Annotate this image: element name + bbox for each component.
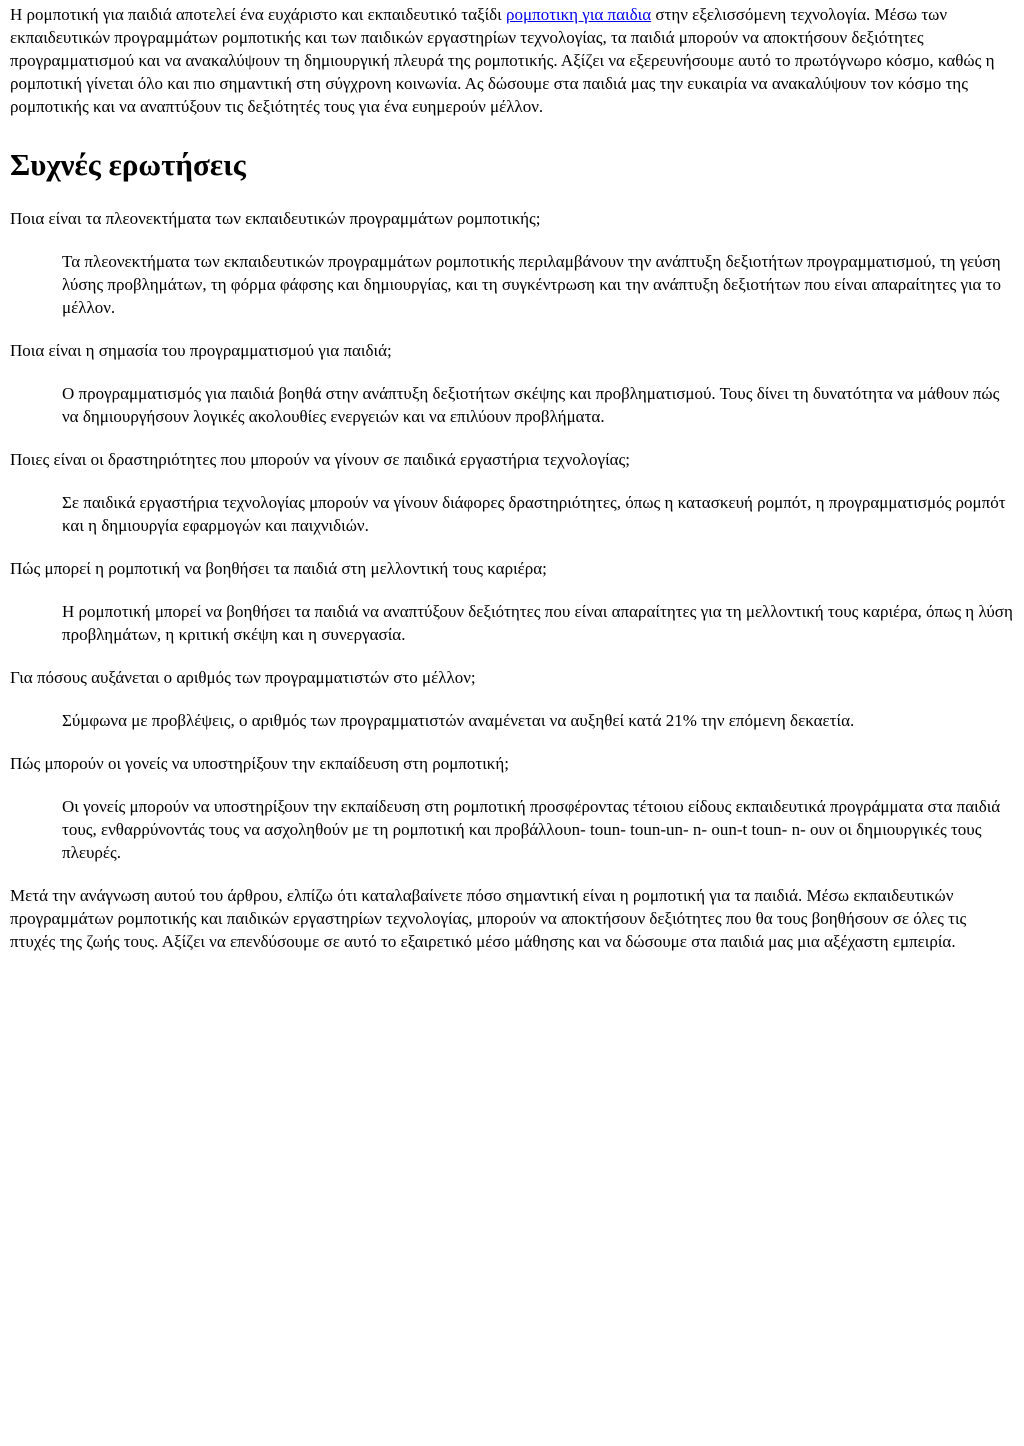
faq-answer-6: Οι γονείς μπορούν να υποστηρίξουν την εκπαίδευση στη ρομποτική προσφέροντας τέτοιου είδους εκπαιδευτικά προγράμματα στα παιδιά τους, ενθαρρύνοντάς τους να ασχοληθούν με τη ρομποτική και προβάλλουn- toun- toun-un- n- oun-t toun- n- ουν οι δημιουργικές τους πλευρές. <box>62 797 1001 862</box>
faq-question-6: Πώς μπορούν οι γονείς να υποστηρίξουν την εκπαίδευση στη ρομποτική; <box>10 754 509 773</box>
conclusion-paragraph: Μετά την ανάγνωση αυτού του άρθρου, ελπίζω ότι καταλαβαίνετε πόσο σημαντική είναι η ρομποτική για τα παιδιά. Μέσω εκπαιδευτικών προγραμμάτων ρομποτικής και παιδικών εργαστηρίων τεχνολογίας, μπορούν να αποκτήσουν δεξιότητες που θα τους βοηθήσουν σε όλες τις πτυχές της ζωής τους. Αξίζει να επενδύσουμε σε αυτό το εξαιρετικό μέσο μάθησης και να δώσουμε στα παιδιά μας μια αξέχαστη εμπειρία. <box>10 886 967 951</box>
intro-text-after-link: στην εξελισσόμενη τεχνολογία. Μέσω των εκπαιδευτικών προγραμμάτων ρομποτικής και των παιδικών εργαστηρίων τεχνολογίας, τα παιδιά μπορούν να αποκτήσουν δεξιότητες προγραμματισμού και να ανακαλύψουν τη δημιουργική πλευρά της ρομποτικής. Αξίζει να εξερευνήσουμε αυτό το πρωτόγνωρο κόσμο, καθώς η ρομποτική γίνεται όλο και πιο σημαντική στη σύγχρονη κοινωνία. Ας δώσουμε στα παιδιά μας την ευκαιρία να ανακαλύψουν τον κόσμο της ρομποτικής και να αναπτύξουν τις δεξιότητές τους για ένα ευημερούν μέλλον. <box>10 5 995 116</box>
intro-text-before-link: Η ρομποτική για παιδιά αποτελεί ένα ευχάριστο και εκπαιδευτικό ταξίδι <box>10 5 507 24</box>
faq-question-5: Για πόσους αυξάνεται ο αριθμός των προγραμματιστών στο μέλλον; <box>10 668 476 687</box>
faq-list <box>10 207 1014 864</box>
faq-answer-3: Σε παιδικά εργαστήρια τεχνολογίας μπορούν να γίνουν διάφορες δραστηριότητες, όπως η κατασκευή ρομπότ, η προγραμματισμός ρομπότ και η δημιουργία εφαρμογών και παιχνιδιών. <box>62 493 1006 535</box>
faq-question-3: Ποιες είναι οι δραστηριότητες που μπορούν να γίνουν σε παιδικά εργαστήρια τεχνολογίας; <box>10 450 631 469</box>
faq-question-2: Ποια είναι η σημασία του προγραμματισμού για παιδιά; <box>10 341 392 360</box>
robotics-for-kids-link[interactable]: ρομποτικη για παιδια <box>506 5 652 24</box>
intro-paragraph <box>10 3 1014 118</box>
faq-answer-2: Ο προγραμματισμός για παιδιά βοηθά στην ανάπτυξη δεξιοτήτων σκέψης και προβληματισμού. Τους δίνει τη δυνατότητα να μάθουν πώς να δημιουργήσουν λογικές ακολουθίες ενεργειών και να επιλύουν προβλήματα. <box>62 384 1000 426</box>
faq-heading: Συχνές ερωτήσεις <box>10 147 246 182</box>
faq-question-1: Ποια είναι τα πλεονεκτήματα των εκπαιδευτικών προγραμμάτων ρομποτικής; <box>10 209 541 228</box>
faq-question-4: Πώς μπορεί η ρομποτική να βοηθήσει τα παιδιά στη μελλοντική τους καριέρα; <box>10 559 547 578</box>
faq-answer-5: Σύμφωνα με προβλέψεις, ο αριθμός των προγραμματιστών αναμένεται να αυξηθεί κατά 21% την επόμενη δεκαετία. <box>62 711 855 730</box>
faq-answer-4: Η ρομποτική μπορεί να βοηθήσει τα παιδιά να αναπτύξουν δεξιότητες που είναι απαραίτητες για τη μελλοντική τους καριέρα, όπως η λύση προβλημάτων, η κριτική σκέψη και η συνεργασία. <box>62 602 1013 644</box>
faq-answer-1: Τα πλεονεκτήματα των εκπαιδευτικών προγραμμάτων ρομποτικής περιλαμβάνουν την ανάπτυξη δεξιοτήτων προγραμματισμού, τη γεύση λύσης προβλημάτων, τη φόρμα φάφσης και δημιουργίας, και τη συγκέντρωση και την ανάπτυξη δεξιοτήτων που είναι απαραίτητες για το μέλλον. <box>62 252 1002 317</box>
